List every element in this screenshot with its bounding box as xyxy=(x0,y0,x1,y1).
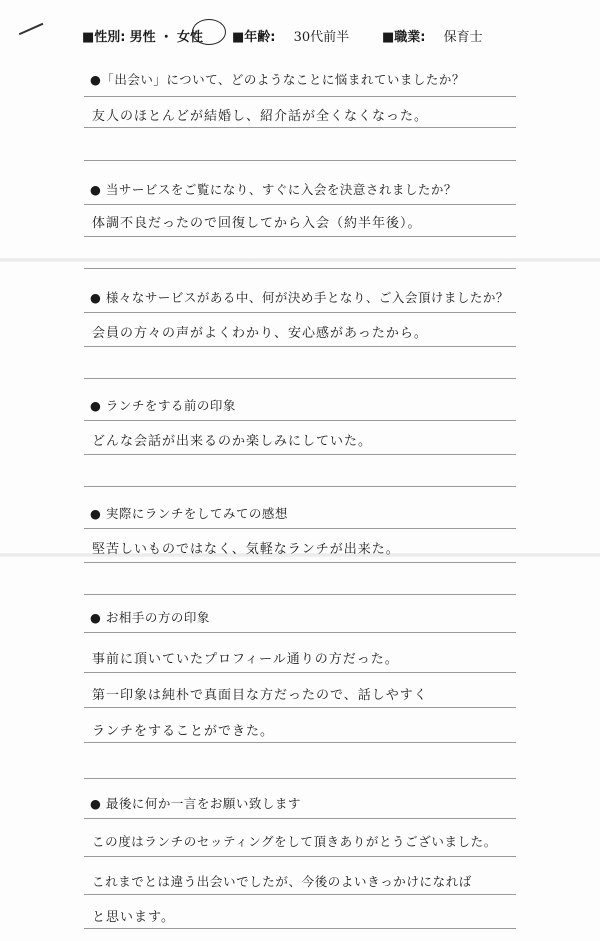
answer-3-line-1: 会員の方々の声がよくわかり、安心感があったから。 xyxy=(92,326,428,341)
ruled-line xyxy=(84,632,516,633)
ruled-line xyxy=(84,894,516,895)
gender-field xyxy=(82,26,203,45)
question-2: ● 当サービスをご覧になり、すぐに入会を決意されましたか？ xyxy=(90,182,457,197)
ruled-line xyxy=(84,420,516,421)
question-3: ● 様々なサービスがある中、何が決め手となり、ご入会頂けましたか？ xyxy=(90,290,509,305)
question-4: ● ランチをする前の印象 xyxy=(90,398,236,413)
answer-6-line-2: 第一印象は純朴で真面目な方だったので、話しやすく xyxy=(92,688,428,703)
question-5: ● 実際にランチをしてみての感想 xyxy=(90,506,288,521)
ruled-line xyxy=(84,928,516,929)
age-field xyxy=(232,26,349,45)
answer-2-line-1: 体調不良だったので回復してから入会（約半年後）。 xyxy=(92,216,422,231)
ruled-line xyxy=(84,127,516,128)
male-option: 男性 xyxy=(129,30,156,45)
ruled-line xyxy=(84,528,516,529)
ruled-line xyxy=(84,268,516,269)
question-1: ●「出会い」について、どのようなことに悩まれていましたか？ xyxy=(90,72,465,87)
job-label: ■職業: xyxy=(382,30,426,45)
answer-4-line-1: どんな会話が出来るのか楽しみにしていた。 xyxy=(92,434,373,449)
ruled-line xyxy=(84,378,516,379)
ruled-line xyxy=(84,346,516,347)
ruled-line xyxy=(84,486,516,487)
option-separator: ・ xyxy=(159,30,173,45)
gender-label: ■性別: xyxy=(82,30,126,45)
ruled-line xyxy=(84,96,516,97)
question-7: ● 最後に何か一言をお願い致します xyxy=(90,796,301,811)
ruled-line xyxy=(84,742,516,743)
female-selected-circle xyxy=(192,19,226,45)
age-label: ■年齢: xyxy=(232,30,276,45)
ruled-line xyxy=(84,312,516,313)
answer-1-line-1: 友人のほとんどが結婚し、紹介話が全くなくなった。 xyxy=(92,109,429,124)
job-field xyxy=(382,26,483,45)
ruled-line xyxy=(84,594,516,595)
age-value: 30代前半 xyxy=(293,30,350,45)
profile-header xyxy=(82,22,560,48)
ruled-line xyxy=(84,856,516,857)
answer-6-line-3: ランチをすることができた。 xyxy=(92,724,275,739)
answer-7-line-1: この度はランチのセッティングをして頂きありがとうございました。 xyxy=(92,834,497,849)
pen-stroke xyxy=(19,23,43,35)
ruled-line xyxy=(84,454,516,455)
paper-fold xyxy=(0,258,600,262)
ruled-line xyxy=(84,204,516,205)
question-6: ● お相手の方の印象 xyxy=(90,610,210,625)
job-value: 保育士 xyxy=(443,30,483,45)
answer-6-line-1: 事前に頂いていたプロフィール通りの方だった。 xyxy=(92,652,399,667)
female-option: 女性 xyxy=(176,30,203,45)
ruled-line xyxy=(84,562,516,563)
ruled-line xyxy=(84,778,516,779)
ruled-line xyxy=(84,672,516,673)
answer-7-line-2: これまでとは違う出会いでしたが、今後のよいきっかけになれば xyxy=(92,874,472,889)
ruled-line xyxy=(84,160,516,161)
ruled-line xyxy=(84,236,516,237)
answer-5-line-1: 堅苦しいものではなく、気軽なランチが出来た。 xyxy=(92,542,400,557)
ruled-line xyxy=(84,707,516,708)
answer-7-line-3: と思います。 xyxy=(92,910,175,925)
ruled-line xyxy=(84,818,516,819)
